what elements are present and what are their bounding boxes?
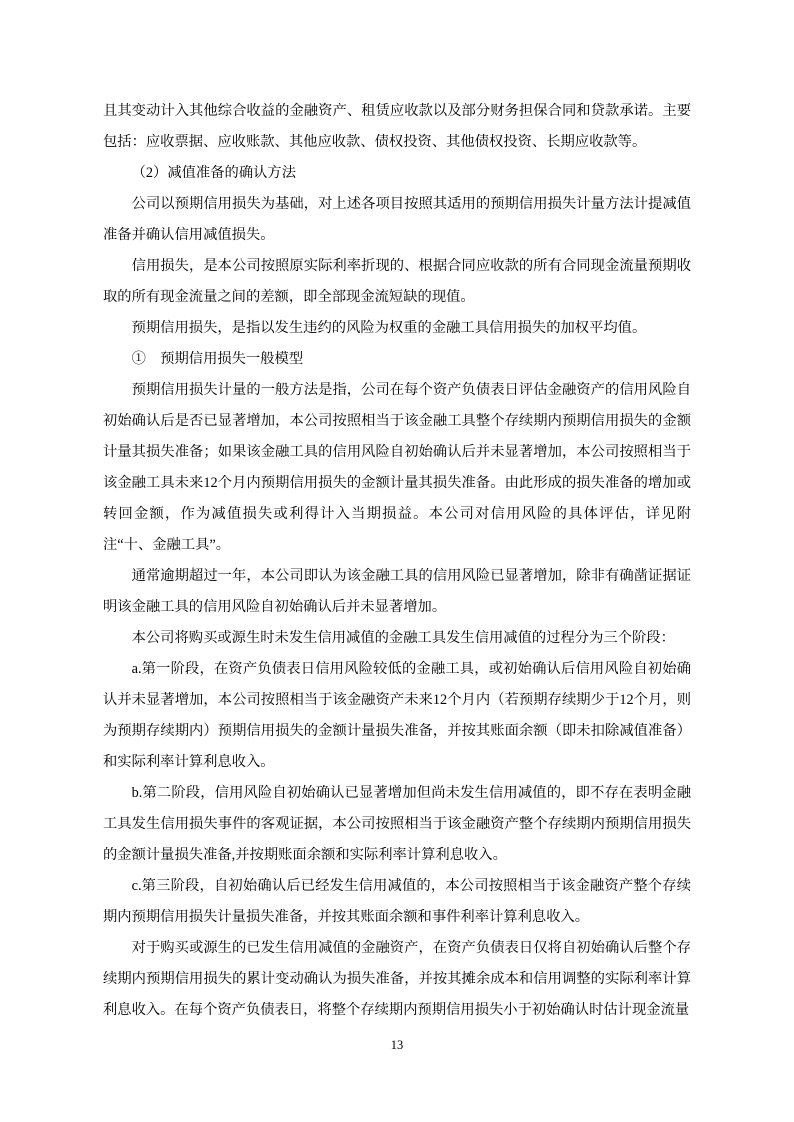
paragraph: a.第一阶段，在资产负债表日信用风险较低的金融工具，或初始确认后信用风险自初始确认并未显著增加，本公司按照相当于该金融资产未来12个月内（若预期存续期少于12个月，则为预期存续期内）预期信用损失的金额计量损失准备，并按其账面余额（即未扣除减值准备）和实际利率计算利息收入。 bbox=[103, 661, 691, 770]
page-content bbox=[103, 96, 691, 1026]
paragraph: b.第二阶段，信用风险自初始确认已显著增加但尚未发生信用减值的，即不存在表明金融工具发生信用损失事件的客观证据，本公司按照相当于该金融资产整个存续期内预期信用损失的金额计量损失准备,并按期账面余额和实际利率计算利息收入。 bbox=[103, 785, 691, 863]
paragraph: （2）减值准备的确认方法 bbox=[131, 165, 297, 181]
page-number: 13 bbox=[390, 1038, 404, 1052]
paragraph: 公司以预期信用损失为基础，对上述各项目按照其适用的预期信用损失计量方法计提减值准备并确认信用减值损失。 bbox=[103, 196, 691, 243]
paragraph: 预期信用损失计量的一般方法是指，公司在每个资产负债表日评估金融资产的信用风险自初始确认后是否已显著增加，本公司按照相当于该金融工具整个存续期内预期信用损失的金额计量其损失准备；如果该金融工具的信用风险自初始确认后并未显著增加，本公司按照相当于该金融工具未来12个月内预期信用损失的金额计量其损失准备。由此形成的损失准备的增加或转回金额，作为减值损失或利得计入当期损益。本公司对信用风险的具体评估，详见附注“十、金融工具”。 bbox=[103, 382, 691, 553]
paragraph: 通常逾期超过一年，本公司即认为该金融工具的信用风险已显著增加，除非有确凿证据证明该金融工具的信用风险自初始确认后并未显著增加。 bbox=[103, 568, 691, 615]
paragraph: 信用损失，是本公司按照原实际利率折现的、根据合同应收款的所有合同现金流量预期收取的所有现金流量之间的差额，即全部现金流短缺的现值。 bbox=[103, 258, 691, 305]
paragraph: 预期信用损失，是指以发生违约的风险为权重的金融工具信用损失的加权平均值。 bbox=[131, 320, 647, 336]
paragraph: 对于购买或源生的已发生信用减值的金融资产，在资产负债表日仅将自初始确认后整个存续期内预期信用损失的累计变动确认为损失准备，并按其摊余成本和信用调整的实际利率计算利息收入。在每个资产负债表日，将整个存续期内预期信用损失小于初始确认时估计现金流量 bbox=[103, 940, 691, 1018]
paragraph: 且其变动计入其他综合收益的金融资产、租赁应收款以及部分财务担保合同和贷款承诺。主要包括：应收票据、应收账款、其他应收款、债权投资、其他债权投资、长期应收款等。 bbox=[103, 103, 691, 150]
paragraph: ① 预期信用损失一般模型 bbox=[131, 351, 304, 367]
paragraph: 本公司将购买或源生时未发生信用减值的金融工具发生信用减值的过程分为三个阶段： bbox=[131, 630, 675, 646]
paragraph: c.第三阶段，自初始确认后已经发生信用减值的，本公司按照相当于该金融资产整个存续期内预期信用损失计量损失准备，并按其账面余额和事件利率计算利息收入。 bbox=[103, 878, 691, 925]
